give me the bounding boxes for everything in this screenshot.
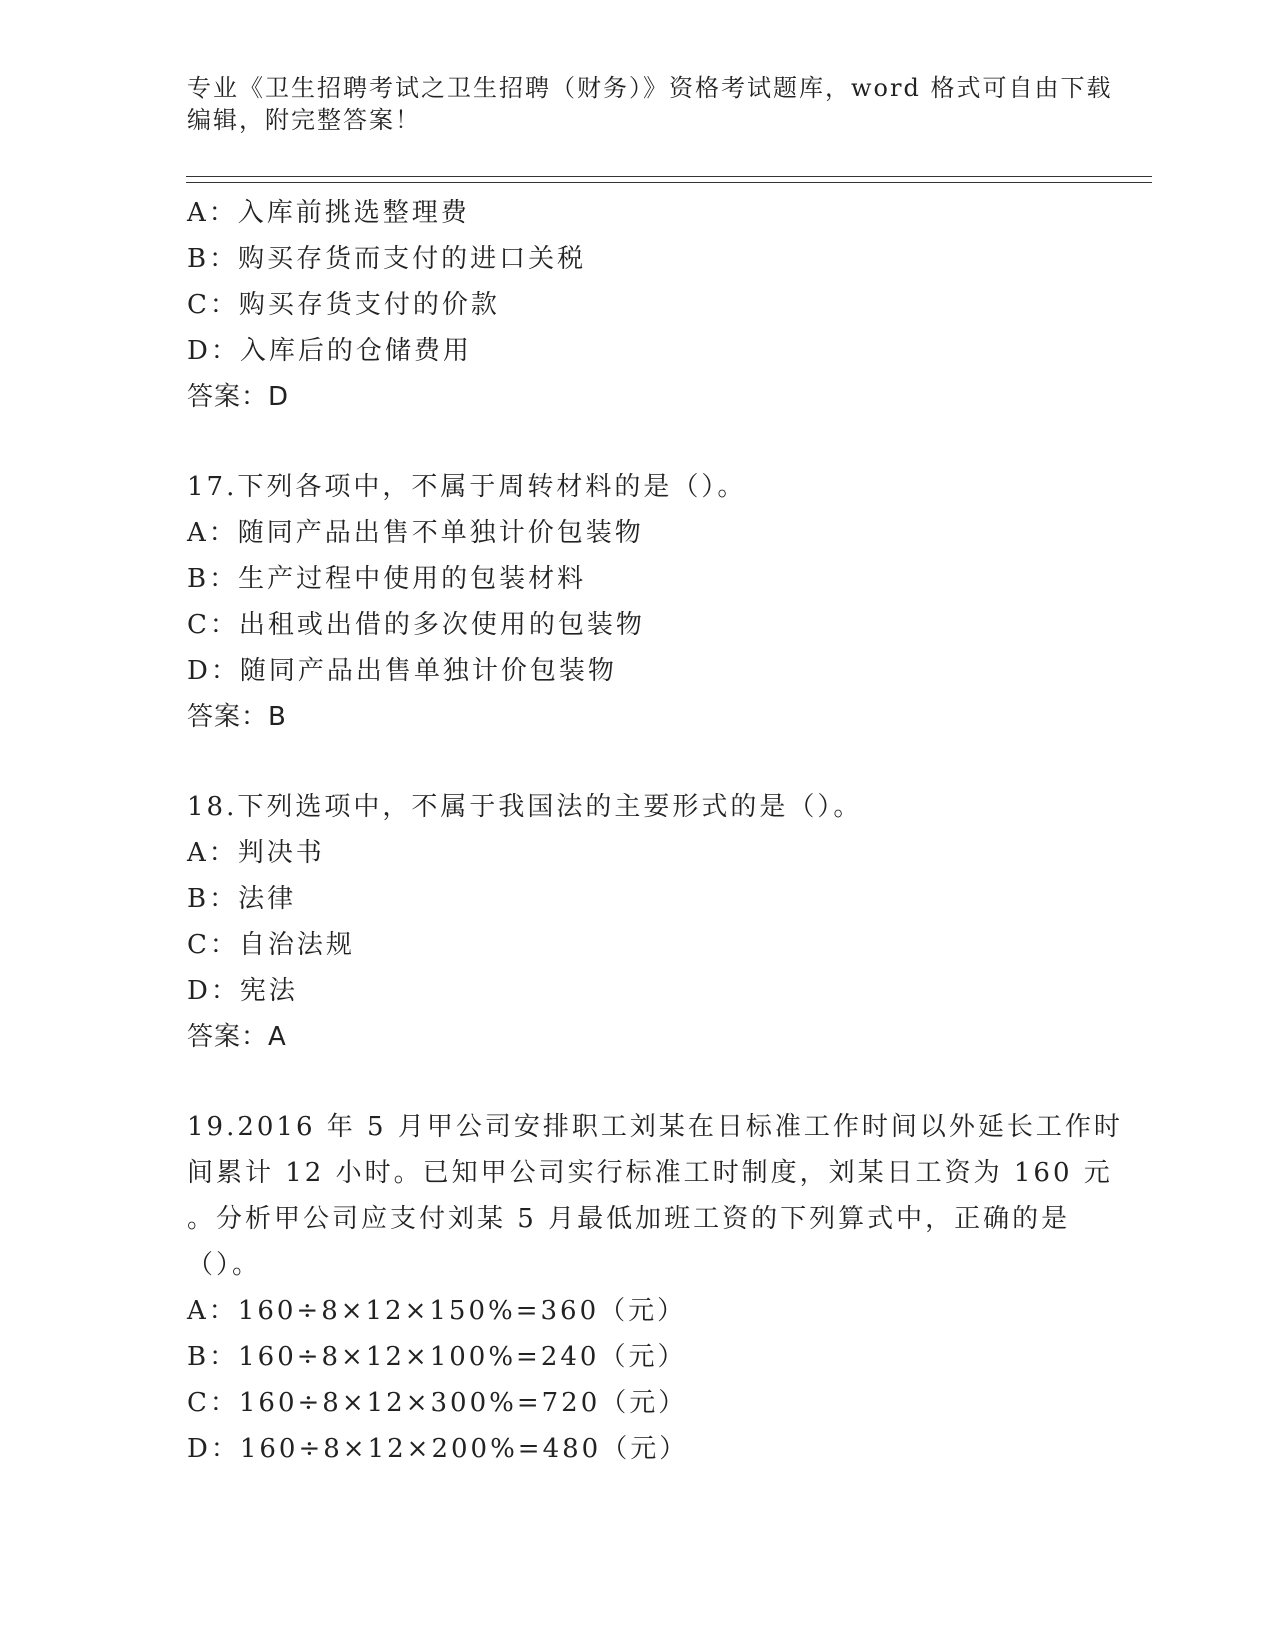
answer: 答案：D	[187, 382, 290, 412]
option-b: B：购买存货而支付的进口关税	[187, 244, 587, 274]
question-stem-line: （）。	[187, 1250, 262, 1280]
question-18	[187, 784, 1087, 1060]
option-d: D：160÷8×12×200%=480（元）	[187, 1434, 689, 1464]
option-d: D：随同产品出售单独计价包装物	[187, 656, 617, 686]
option-c: C：自治法规	[187, 930, 355, 960]
option-a: A：判决书	[187, 838, 325, 868]
option-a: A：入库前挑选整理费	[187, 198, 470, 228]
option-c: C：出租或出借的多次使用的包装物	[187, 610, 645, 640]
question-stem: 18.下列选项中，不属于我国法的主要形式的是（）。	[187, 792, 863, 822]
option-c: C：160÷8×12×300%=720（元）	[187, 1388, 688, 1418]
question-stem-line: 。分析甲公司应支付刘某 5 月最低加班工资的下列算式中，正确的是	[187, 1204, 1071, 1234]
header-line-2: 编辑，附完整答案！	[187, 106, 421, 134]
question-16	[187, 190, 1087, 420]
option-b: B：生产过程中使用的包装材料	[187, 564, 587, 594]
answer: 答案：A	[187, 1022, 287, 1052]
question-stem	[187, 1104, 1123, 1288]
question-list	[187, 190, 1123, 1472]
header-divider-top	[186, 176, 1152, 177]
question-stem-line: 19.2016 年 5 月甲公司安排职工刘某在日标准工作时间以外延长工作时	[187, 1112, 1123, 1142]
option-b: B：法律	[187, 884, 297, 914]
question-stem: 17.下列各项中，不属于周转材料的是（）。	[187, 472, 747, 502]
option-d: D：入库后的仓储费用	[187, 336, 472, 366]
header-line-1: 专业《卫生招聘考试之卫生招聘（财务）》资格考试题库，word 格式可自由下载	[187, 74, 1113, 102]
answer: 答案：B	[187, 702, 287, 732]
option-a: A：随同产品出售不单独计价包装物	[187, 518, 644, 548]
option-a: A：160÷8×12×150%=360（元）	[187, 1296, 687, 1326]
option-c: C：购买存货支付的价款	[187, 290, 500, 320]
question-19	[187, 1104, 1123, 1472]
document-header	[187, 72, 1113, 136]
header-divider-bottom	[186, 182, 1152, 183]
option-b: B：160÷8×12×100%=240（元）	[187, 1342, 687, 1372]
question-17	[187, 464, 1087, 740]
option-d: D：宪法	[187, 976, 298, 1006]
question-stem-line: 间累计 12 小时。已知甲公司实行标准工时制度，刘某日工资为 160 元	[187, 1158, 1113, 1188]
